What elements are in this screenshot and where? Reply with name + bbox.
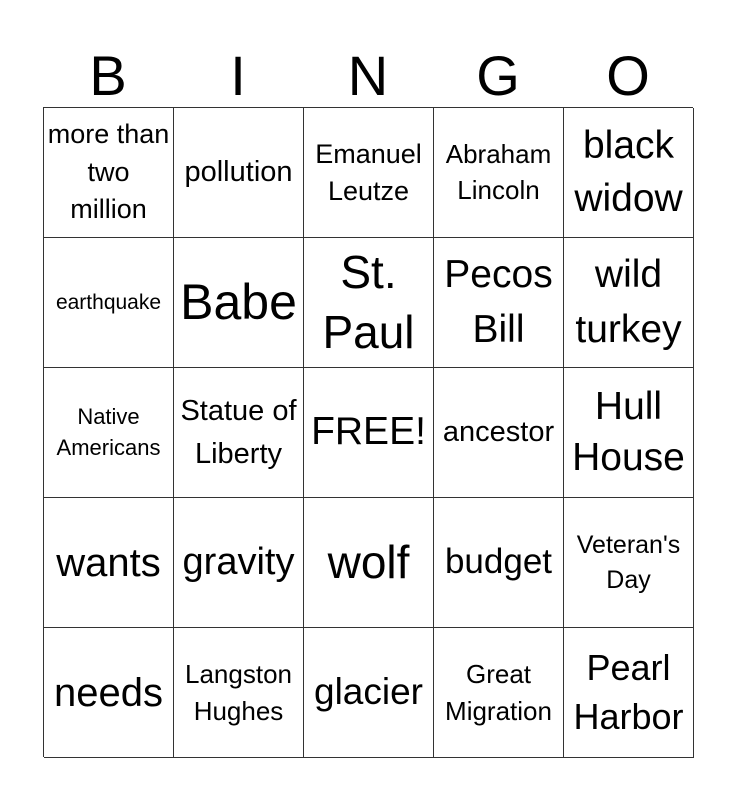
bingo-cell (44, 498, 174, 628)
bingo-cell-text: black widow (574, 123, 683, 220)
bingo-cell (174, 238, 304, 368)
bingo-cell-text: Pearl Harbor (573, 646, 684, 737)
bingo-cell-text: wolf (327, 536, 410, 589)
bingo-cell (564, 368, 694, 498)
bingo-cell (44, 108, 174, 238)
bingo-cell-text: Hull House (572, 384, 685, 479)
header-letter-o: O (606, 44, 650, 107)
bingo-board (43, 107, 693, 757)
bingo-cell-text: Babe (180, 274, 297, 330)
bingo-cell (564, 238, 694, 368)
bingo-cell-text: Native Americans (56, 403, 161, 460)
bingo-cell (174, 628, 304, 758)
bingo-cell (564, 498, 694, 628)
bingo-cell-text: Great Migration (445, 659, 552, 726)
bingo-cell (564, 108, 694, 238)
bingo-cell-text: gravity (182, 540, 295, 583)
bingo-header (43, 42, 693, 108)
bingo-cell-text: St. Paul (322, 245, 415, 358)
bingo-cell-text: earthquake (55, 290, 162, 314)
bingo-cell (44, 238, 174, 368)
bingo-cell-text: budget (444, 542, 553, 582)
bingo-cell (434, 628, 564, 758)
header-letter-b: B (89, 44, 127, 107)
bingo-cell-text: Emanuel Leutze (315, 139, 422, 206)
header-letter-n: N (347, 44, 389, 107)
bingo-cell-text: ancestor (442, 415, 555, 448)
bingo-cell-text: needs (54, 670, 163, 715)
bingo-cell-text: wants (56, 540, 161, 585)
bingo-cell (434, 498, 564, 628)
bingo-cell (304, 238, 434, 368)
bingo-cell-text: Langston Hughes (185, 659, 292, 726)
bingo-cell (434, 368, 564, 498)
header-letter-i: I (230, 44, 246, 107)
bingo-cell-text: glacier (314, 671, 423, 713)
bingo-cell (174, 108, 304, 238)
bingo-cell-text: Pecos Bill (444, 252, 553, 351)
bingo-cell (304, 368, 434, 498)
header-letter-g: G (476, 44, 520, 107)
bingo-cell-text: FREE! (311, 410, 426, 454)
bingo-cell (304, 498, 434, 628)
bingo-cell-text: pollution (184, 155, 293, 188)
bingo-cell-text: Abraham Lincoln (445, 139, 552, 205)
bingo-cell (564, 628, 694, 758)
bingo-cell (174, 498, 304, 628)
bingo-cell (44, 628, 174, 758)
bingo-cell-text: Veteran's Day (576, 530, 681, 594)
bingo-cell (434, 238, 564, 368)
bingo-cell (434, 108, 564, 238)
bingo-cell-text: Statue of Liberty (180, 395, 297, 470)
bingo-cell (304, 628, 434, 758)
bingo-cell (174, 368, 304, 498)
bingo-cell (304, 108, 434, 238)
bingo-cell-text: more than two million (47, 118, 170, 225)
bingo-cell (44, 368, 174, 498)
bingo-cell-text: wild turkey (575, 252, 682, 351)
